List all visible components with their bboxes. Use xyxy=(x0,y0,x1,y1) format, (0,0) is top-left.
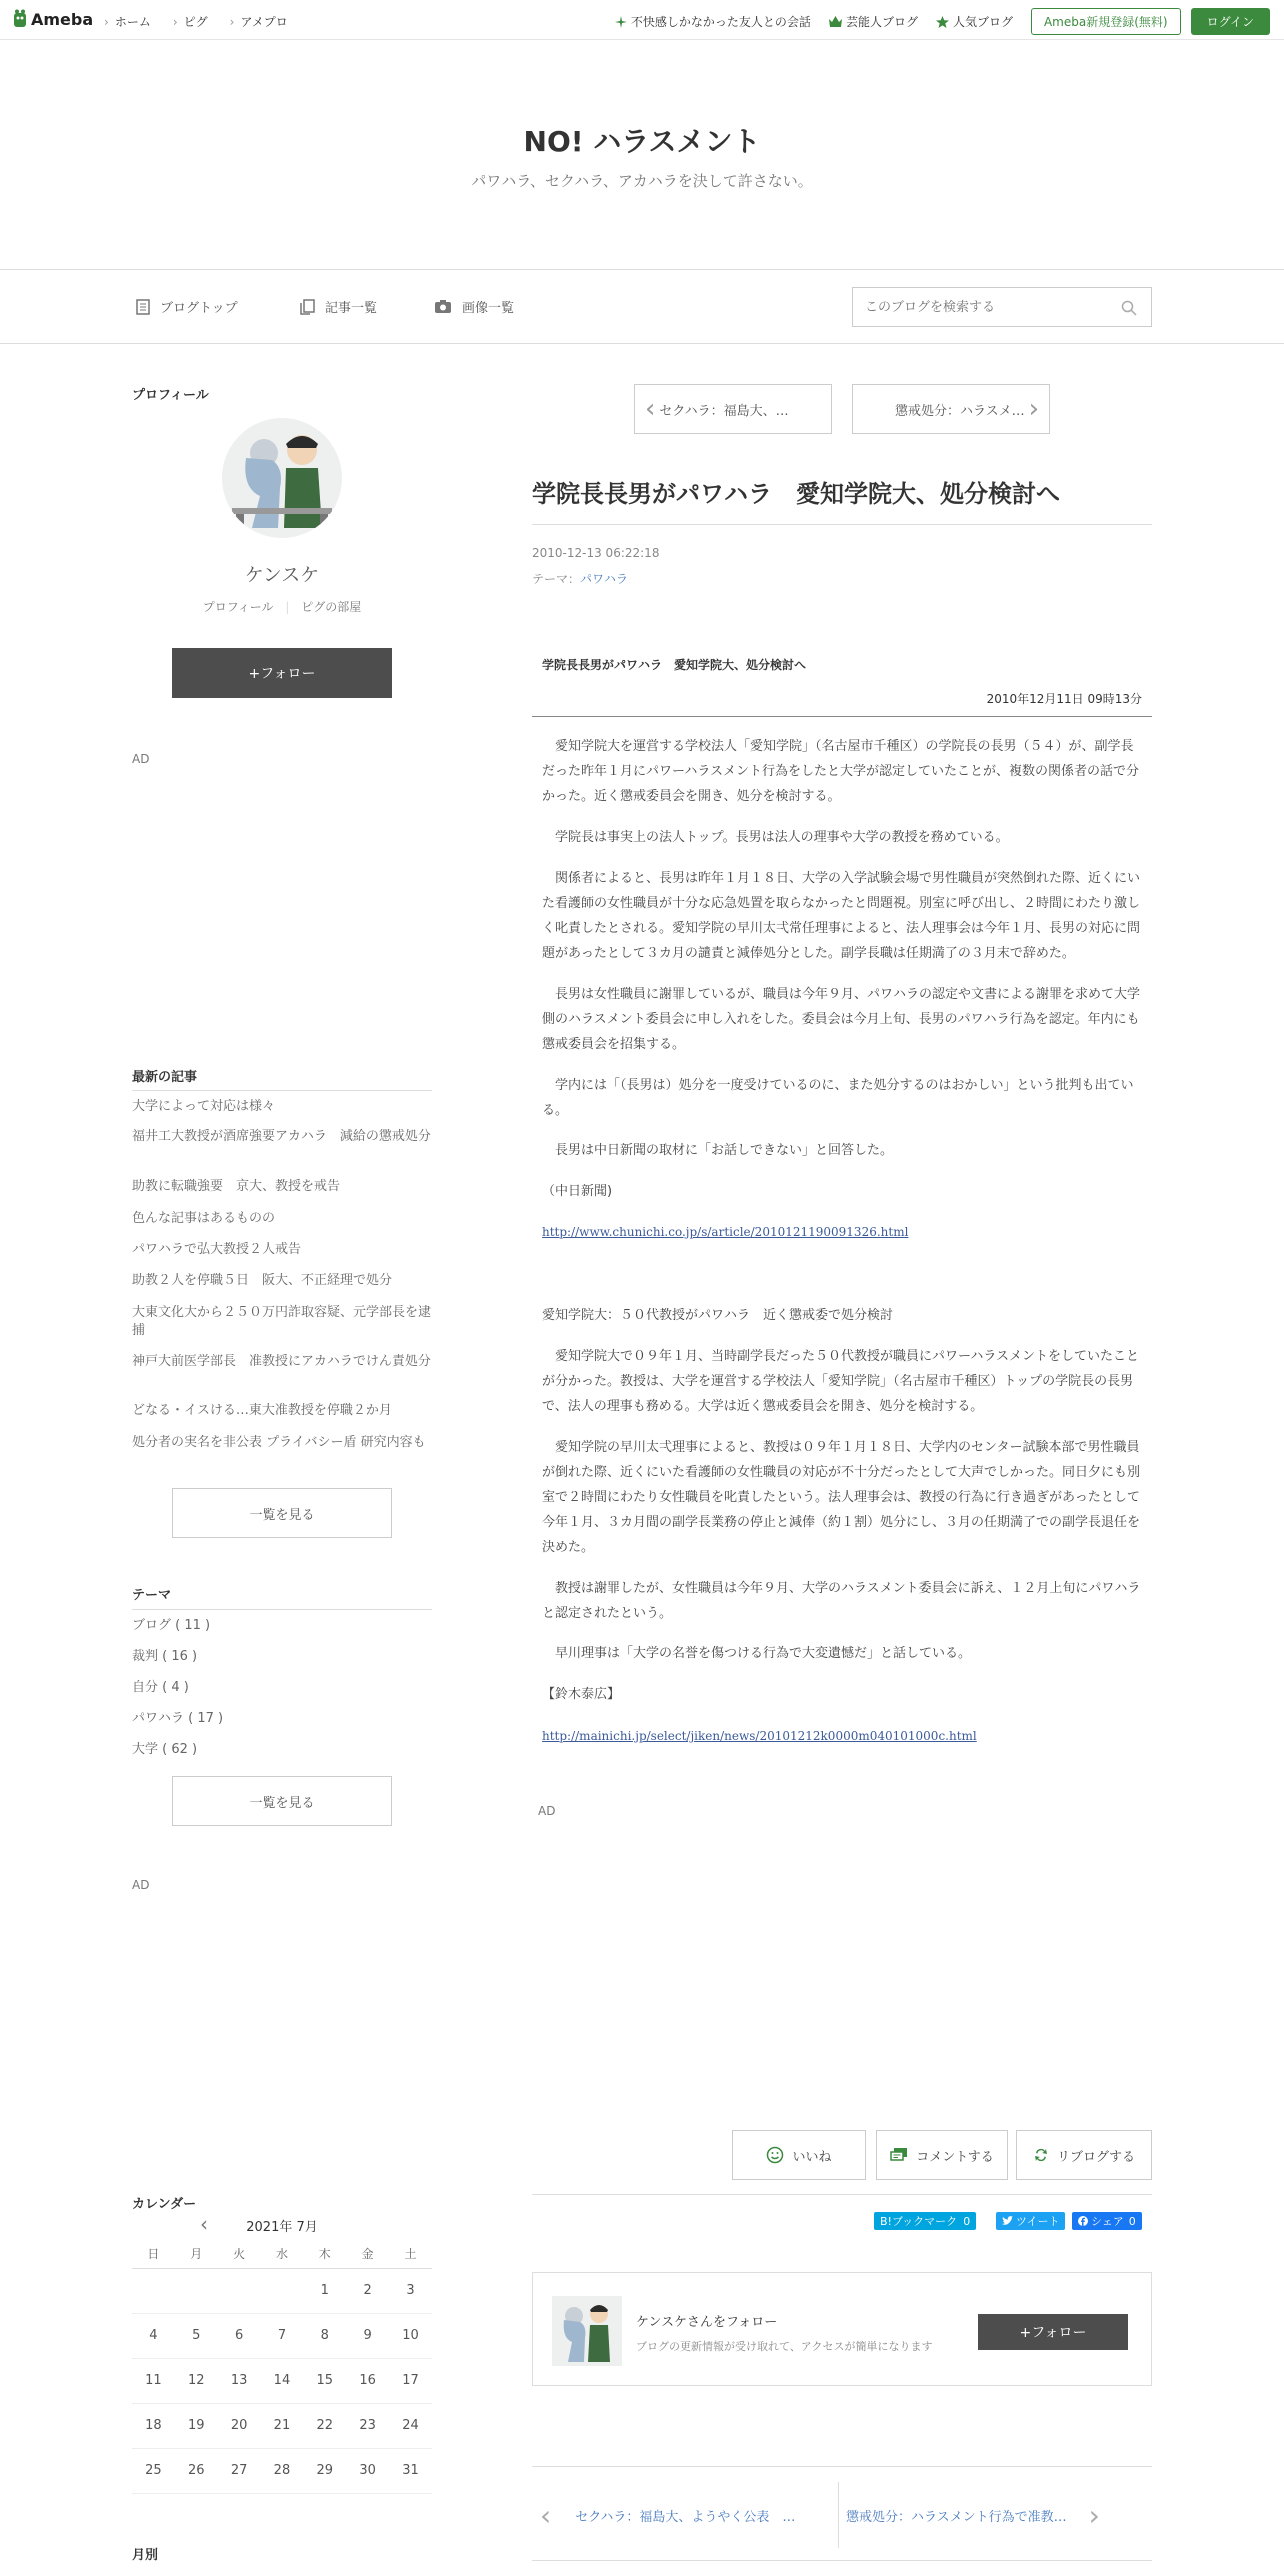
article-rule xyxy=(532,716,1152,717)
weekday-label: 土 xyxy=(389,2240,432,2268)
article-paragraph: 愛知学院大で０９年１月、当時副学長だった５０代教授が職員にパワーハラスメントをしていたことが分かった。教授は、大学を運営する学校法人「愛知学院」（名古屋市千種区）トップの学院長の長男で、法人の理事も務める。大学は近く懲戒委員会を開き、処分を検討する。 xyxy=(542,1349,1139,1414)
nav-blog-top[interactable] xyxy=(136,297,238,316)
bottom-next-label: 懲戒処分：ハラスメント行為で准教… xyxy=(846,2509,1067,2525)
article-subheading-2: 愛知学院大：５０代教授がパワハラ 近く懲戒委で処分検討 xyxy=(542,1308,894,1323)
sparkle-icon xyxy=(615,16,627,28)
calendar-day: 22 xyxy=(303,2403,346,2448)
article-paragraph: 学院長は事実上の法人トップ。長男は法人の理事や大学の教授を務めている。 xyxy=(542,830,1009,845)
global-header xyxy=(0,0,1284,40)
reblog-button[interactable] xyxy=(1016,2130,1152,2180)
calendar-day: 5 xyxy=(175,2313,218,2358)
nav-blog-top-label: ブログトップ xyxy=(160,301,238,316)
calendar-day: 8 xyxy=(303,2313,346,2358)
weekday-label: 月 xyxy=(175,2240,218,2268)
calendar-day xyxy=(218,2268,261,2313)
article-paragraph: 早川理事は「大学の名誉を傷つける行為で大変遺憾だ」と話している。 xyxy=(542,1646,972,1661)
crown-icon xyxy=(829,16,842,27)
profile-link[interactable]: プロフィール xyxy=(202,600,274,614)
weekday-label: 火 xyxy=(218,2240,261,2268)
tweet-label: ツイート xyxy=(1016,2215,1060,2228)
follow-box-description: ブログの更新情報が受け取れて、アクセスが簡単になります xyxy=(636,2340,933,2353)
theme-heading: テーマ xyxy=(132,1588,172,1603)
trending-link[interactable] xyxy=(615,13,811,30)
blog-search-box xyxy=(852,287,1152,327)
celebrity-blog-link[interactable] xyxy=(829,13,918,30)
monthly-heading: 月別 xyxy=(132,2548,159,2563)
nav-pig[interactable]: › ピグ xyxy=(173,13,208,30)
recent-entry-link[interactable]: 大学によって対応は様々 xyxy=(132,1099,276,1114)
calendar-day xyxy=(261,2268,304,2313)
chevron-left-icon: ‹ xyxy=(540,2498,552,2532)
blog-search-input[interactable] xyxy=(853,288,1103,326)
profile-name[interactable]: ケンスケ xyxy=(244,564,320,586)
like-label: いいね xyxy=(792,2149,832,2165)
next-article-button[interactable] xyxy=(852,384,1050,434)
top-nav xyxy=(104,13,310,30)
calendar-day: 15 xyxy=(303,2358,346,2403)
theme-link[interactable]: パワハラ xyxy=(580,572,629,586)
theme-link[interactable]: 自分 ( 4 ) xyxy=(132,1680,189,1695)
nav-amepro[interactable]: › アメプロ xyxy=(230,13,288,30)
celebrity-blog-label: 芸能人ブログ xyxy=(845,15,918,29)
recent-entry-link[interactable]: 助教２人を停職５日 阪大、不正経理で処分 xyxy=(132,1273,393,1288)
trending-link-label: 不快感しかなかった友人との会話 xyxy=(630,15,811,29)
avatar[interactable] xyxy=(222,418,342,538)
article-paragraph: 長男は女性職員に謝罪しているが、職員は今年９月、パワハラの認定や文書による謝罪を求めて大学側のハラスメント委員会に申し入れをした。委員会は今月上旬、長男のパワハラ行為を認定。年内にも懲戒委員会を招集する。 xyxy=(542,987,1141,1052)
pig-room-link[interactable]: ピグの部屋 xyxy=(301,600,362,614)
document-icon xyxy=(136,299,150,315)
blog-navbar xyxy=(0,270,1284,344)
next-article-label: 懲戒処分：ハラスメ… xyxy=(894,403,1025,419)
calendar-day: 6 xyxy=(218,2313,261,2358)
article-paragraph: 学内には「（長男は）処分を一度受けているのに、また処分するのはおかしい」という批判も出ている。 xyxy=(542,1078,1134,1118)
reblog-icon xyxy=(1033,2147,1049,2163)
prev-article-button[interactable] xyxy=(634,384,832,434)
calendar-day: 28 xyxy=(261,2448,304,2493)
smile-icon xyxy=(766,2146,784,2164)
hatena-bookmark-label: B!ブックマーク xyxy=(880,2215,958,2228)
profile-link-divider: | xyxy=(285,600,290,614)
tweet-button[interactable] xyxy=(996,2212,1065,2230)
article-subdate-1: 2010年12月11日 09時13分 xyxy=(986,692,1142,706)
calendar-day: 18 xyxy=(132,2403,175,2448)
bottom-prev-label: セクハラ：福島大、ようやく公表 … xyxy=(575,2509,796,2525)
article-paragraph: 教授は謝罪したが、女性職員は今年９月、大学のハラスメント委員会に訴え、１２月上旬にパワハラと認定されたという。 xyxy=(542,1581,1141,1621)
article-title[interactable]: 学院長長男がパワハラ 愛知学院大、処分検討へ xyxy=(532,480,1060,508)
calendar-day: 27 xyxy=(218,2448,261,2493)
comment-label: コメントする xyxy=(916,2149,994,2165)
theme-divider xyxy=(132,1609,432,1610)
theme-see-all-button[interactable]: 一覧を見る xyxy=(172,1776,392,1826)
nav-home[interactable]: › ホーム xyxy=(104,13,151,30)
weekday-label: 木 xyxy=(303,2240,346,2268)
calendar-month: 2021年 7月 xyxy=(246,2220,318,2235)
popular-blog-label: 人気ブログ xyxy=(952,15,1013,29)
facebook-icon xyxy=(1078,2216,1088,2226)
popular-blog-link[interactable] xyxy=(936,13,1013,30)
calendar-day: 4 xyxy=(132,2313,175,2358)
calendar-day: 1 xyxy=(303,2268,346,2313)
theme-link[interactable]: 大学 ( 62 ) xyxy=(132,1742,198,1757)
calendar-day: 7 xyxy=(261,2313,304,2358)
bottom-prev-article-link[interactable] xyxy=(532,2482,838,2548)
weekday-label: 水 xyxy=(261,2240,304,2268)
theme-link[interactable]: ブログ ( 11 ) xyxy=(132,1618,211,1633)
chevron-right-icon: › xyxy=(1028,394,1039,424)
weekday-label: 金 xyxy=(346,2240,389,2268)
chevron-right-icon: › xyxy=(1088,2498,1100,2532)
article-theme xyxy=(532,570,628,587)
calendar-day: 19 xyxy=(175,2403,218,2448)
article-paragraph: 愛知学院の早川太弌理事によると、教授は０９年１月１８日、大学内のセンター試験本部で男性職員が倒れた際、近くにいた看護師の女性職員の対応が不十分だったとして大声でしかった。同日夕にも別室で２時間にわたり女性職員を叱責したという。法人理事会は、教授の行為に行き過ぎがあったとして今年１月、３カ月間の副学長業務の停止と減俸（約１割）処分にし、３月の任期満了での副学長退任を決めた。 xyxy=(542,1440,1141,1555)
calendar-table xyxy=(132,2240,432,2494)
calendar-day: 25 xyxy=(132,2448,175,2493)
calendar-day: 2 xyxy=(346,2268,389,2313)
calendar-day: 29 xyxy=(303,2448,346,2493)
calendar-day: 23 xyxy=(346,2403,389,2448)
nav-image-list[interactable] xyxy=(434,297,514,316)
follow-box-title: ケンスケさんをフォロー xyxy=(636,2315,778,2330)
bottom-pager-top-rule xyxy=(532,2466,1152,2467)
source-link-2[interactable]: http://mainichi.jp/select/jiken/news/20101212k0000m040101000c.html xyxy=(542,1729,977,1743)
calendar-day: 30 xyxy=(346,2448,389,2493)
calendar-day: 21 xyxy=(261,2403,304,2448)
nav-image-list-label: 画像一覧 xyxy=(462,301,515,316)
comment-icon xyxy=(890,2147,908,2163)
chevron-left-icon: ‹ xyxy=(645,394,656,424)
article-ad-label: AD xyxy=(538,1804,556,1818)
profile-links xyxy=(132,598,432,615)
ameba-logo-icon xyxy=(12,9,28,29)
calendar-day: 9 xyxy=(346,2313,389,2358)
follow-box-avatar[interactable] xyxy=(552,2296,622,2366)
calendar-prev-icon[interactable]: ‹ xyxy=(200,2212,208,2236)
calendar-day xyxy=(132,2268,175,2313)
theme-link[interactable]: 裁判 ( 16 ) xyxy=(132,1649,198,1664)
article-paragraph: 愛知学院大を運営する学校法人「愛知学院」（名古屋市千種区）の学院長の長男（５４）が、副学長だった昨年１月にパワーハラスメント行為をしたと大学が認定していたことが、複数の関係者の話で分かった。近く懲戒委員会を開き、処分を検討する。 xyxy=(542,739,1139,804)
sidebar-follow-button[interactable]: +フォロー xyxy=(172,648,392,698)
calendar-day: 31 xyxy=(389,2448,432,2493)
prev-article-label: セクハラ：福島大、… xyxy=(659,403,789,419)
follow-box-button[interactable]: +フォロー xyxy=(978,2314,1128,2350)
article-datetime: 2010-12-13 06:22:18 xyxy=(532,546,660,560)
ameba-logo[interactable] xyxy=(12,9,93,29)
article-paragraph: 関係者によると、長男は昨年１月１８日、大学の入学試験会場で男性職員が突然倒れた際、近くにいた看護師の女性職員が十分な応急処置を取らなかったと問題視。別室に呼び出し、２時間にわたり激しく叱責したとされる。愛知学院の早川太弌常任理事によると、法人理事会は今年１月、長男の対応に問題があったとして３カ月の譴責と減俸処分とした。副学長職は任期満了の３月末で辞めた。 xyxy=(542,871,1141,961)
calendar-day: 13 xyxy=(218,2358,261,2403)
recent-divider xyxy=(132,1090,432,1091)
pager-divider xyxy=(838,2482,839,2548)
recent-entry-link[interactable]: 助教に転職強要 京大、教授を戒告 xyxy=(132,1179,341,1194)
recent-see-all-button[interactable]: 一覧を見る xyxy=(172,1488,392,1538)
logo-text: Ameba xyxy=(31,9,94,29)
calendar-day: 26 xyxy=(175,2448,218,2493)
recent-entry-link[interactable]: 大東文化大から２５０万円詐取容疑、元学部長を逮捕 xyxy=(132,1305,432,1338)
nav-entry-list[interactable] xyxy=(300,297,377,316)
login-button[interactable]: ログイン xyxy=(1191,8,1270,35)
star-icon xyxy=(936,16,949,28)
weekday-label: 日 xyxy=(132,2240,175,2268)
calendar-day xyxy=(175,2268,218,2313)
hatena-bookmark-count: 0 xyxy=(963,2214,971,2228)
camera-icon xyxy=(434,299,452,314)
blog-header xyxy=(0,40,1284,270)
facebook-share-button[interactable] xyxy=(1072,2212,1142,2230)
share-divider xyxy=(532,2194,1152,2195)
top-right-links xyxy=(615,8,1270,35)
like-button[interactable] xyxy=(732,2130,866,2180)
hatena-bookmark-button[interactable] xyxy=(874,2212,976,2230)
article-subheading-1: 学院長長男がパワハラ 愛知学院大、処分検討へ xyxy=(542,658,807,672)
recent-entry-link[interactable]: どなる・イスける…東大准教授を停職２か月 xyxy=(132,1403,392,1418)
calendar-day: 12 xyxy=(175,2358,218,2403)
recent-entries-heading: 最新の記事 xyxy=(132,1070,198,1085)
article-paragraph: 長男は中日新聞の取材に「お話しできない」と回答した。 xyxy=(542,1143,894,1158)
recent-entry-link[interactable]: 福井工大教授が酒席強要アカハラ 減給の懲戒処分 xyxy=(132,1129,431,1144)
calendar-day: 10 xyxy=(389,2313,432,2358)
sidebar-ad-label-2: AD xyxy=(132,1878,150,1892)
sidebar-ad-label: AD xyxy=(132,752,150,766)
blog-title[interactable]: NO! ハラスメント xyxy=(523,125,761,158)
calendar-day: 16 xyxy=(346,2358,389,2403)
title-divider xyxy=(532,524,1152,525)
copy-icon xyxy=(300,299,315,315)
article-paragraph: （中日新聞) xyxy=(542,1184,613,1199)
source-link-1[interactable]: http://www.chunichi.co.jp/s/article/2010121190091326.html xyxy=(542,1225,909,1239)
profile-heading: プロフィール xyxy=(132,388,209,403)
facebook-share-count: 0 xyxy=(1128,2214,1136,2228)
bottom-pager-bottom-rule xyxy=(532,2560,1152,2561)
recent-entry-link[interactable]: 色んな記事はあるものの xyxy=(132,1211,276,1226)
calendar-day: 11 xyxy=(132,2358,175,2403)
calendar-day: 14 xyxy=(261,2358,304,2403)
facebook-share-label: シェア xyxy=(1091,2215,1124,2228)
blog-description: パワハラ、セクハラ、アカハラを決して許さない。 xyxy=(471,172,813,190)
calendar-day: 3 xyxy=(389,2268,432,2313)
register-button[interactable]: Ameba新規登録(無料) xyxy=(1031,8,1181,35)
reblog-label: リブログする xyxy=(1056,2149,1135,2165)
bottom-next-article-link[interactable] xyxy=(846,2482,1152,2548)
calendar-day: 17 xyxy=(389,2358,432,2403)
nav-entry-list-label: 記事一覧 xyxy=(325,301,378,316)
calendar-day: 20 xyxy=(218,2403,261,2448)
theme-link[interactable]: パワハラ ( 17 ) xyxy=(132,1711,224,1726)
article-paragraph: 【鈴木泰広】 xyxy=(542,1687,621,1702)
recent-entry-link[interactable]: 処分者の実名を非公表 プライバシー盾 研究内容も xyxy=(132,1435,426,1450)
calendar-heading: カレンダー xyxy=(132,2197,197,2212)
recent-entry-link[interactable]: 神戸大前医学部長 准教授にアカハラでけん責処分 xyxy=(132,1354,431,1369)
twitter-icon xyxy=(1002,2216,1013,2226)
comment-button[interactable] xyxy=(876,2130,1008,2180)
search-icon[interactable] xyxy=(1121,300,1137,316)
theme-label: テーマ： xyxy=(532,572,581,586)
calendar-day: 24 xyxy=(389,2403,432,2448)
recent-entry-link[interactable]: パワハラで弘大教授２人戒告 xyxy=(132,1242,302,1257)
